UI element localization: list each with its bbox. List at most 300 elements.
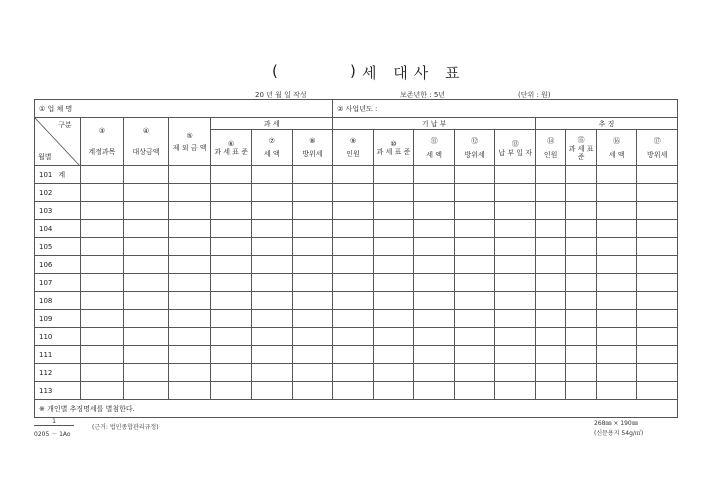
- entry-cell[interactable]: [566, 256, 596, 274]
- entry-cell[interactable]: [251, 202, 292, 220]
- entry-cell[interactable]: [251, 274, 292, 292]
- row-code: 107: [39, 278, 53, 287]
- paid-date-header: [495, 130, 536, 166]
- entry-cell[interactable]: [373, 220, 414, 238]
- entry-cell[interactable]: [124, 364, 169, 382]
- entry-cell[interactable]: [414, 184, 455, 202]
- col4-num: ④: [142, 126, 150, 135]
- row-label-cell: [35, 220, 81, 238]
- entry-cell[interactable]: [596, 274, 637, 292]
- entry-cell[interactable]: [566, 202, 596, 220]
- entry-cell[interactable]: [414, 202, 455, 220]
- entry-cell[interactable]: [211, 346, 252, 364]
- form-code: 0205 － 1Ao: [34, 431, 71, 438]
- row-label-cell: [35, 238, 81, 256]
- paper-size: 268㎜ × 190㎜: [594, 420, 638, 427]
- entry-cell[interactable]: [211, 166, 252, 184]
- entry-cell[interactable]: [211, 184, 252, 202]
- entry-cell[interactable]: [251, 364, 292, 382]
- date-line: 20 년 월 일 작성: [255, 91, 307, 99]
- paid-local-label: 방위세: [464, 150, 485, 159]
- corner-bottom-label: 월별: [38, 153, 52, 161]
- tax-base-num: ⑥: [228, 139, 235, 148]
- entry-cell[interactable]: [637, 184, 678, 202]
- entry-cell[interactable]: [414, 292, 455, 310]
- entry-cell[interactable]: [495, 346, 536, 364]
- entry-cell[interactable]: [211, 310, 252, 328]
- entry-cell[interactable]: [535, 166, 565, 184]
- entry-cell[interactable]: [414, 274, 455, 292]
- entry-cell[interactable]: [333, 310, 374, 328]
- entry-cell[interactable]: [124, 382, 169, 400]
- entry-cell[interactable]: [596, 328, 637, 346]
- entry-cell[interactable]: [80, 310, 124, 328]
- data-rows: [35, 166, 678, 400]
- row-code: 105: [39, 242, 53, 251]
- entry-cell[interactable]: [596, 346, 637, 364]
- entry-cell[interactable]: [495, 328, 536, 346]
- row-label-cell: [35, 310, 81, 328]
- entry-cell[interactable]: [637, 220, 678, 238]
- entry-cell[interactable]: [454, 256, 495, 274]
- entry-cell[interactable]: [211, 256, 252, 274]
- entry-cell[interactable]: [333, 184, 374, 202]
- entry-cell[interactable]: [168, 220, 211, 238]
- entry-cell[interactable]: [535, 202, 565, 220]
- paid-people-num: ⑨: [349, 136, 357, 145]
- entry-cell[interactable]: [596, 238, 637, 256]
- entry-cell[interactable]: [80, 364, 124, 382]
- paid-base-header: [373, 130, 414, 166]
- entry-cell[interactable]: [535, 292, 565, 310]
- tax-base-header: [211, 130, 252, 166]
- row-label-cell: [35, 346, 81, 364]
- entry-cell[interactable]: [566, 346, 596, 364]
- row-code: 112: [39, 368, 53, 377]
- company-name-field[interactable]: ① 업 체 명: [35, 100, 333, 118]
- entry-cell[interactable]: [80, 220, 124, 238]
- entry-cell[interactable]: [454, 184, 495, 202]
- entry-cell[interactable]: [124, 274, 169, 292]
- entry-cell[interactable]: [168, 328, 211, 346]
- collect-amount-header: [596, 130, 637, 166]
- paid-base-label: 과 세 표 준: [376, 147, 411, 156]
- tax-base-label: 과 세 표 준: [214, 147, 249, 156]
- entry-cell[interactable]: [535, 274, 565, 292]
- row-code: 109: [39, 314, 53, 323]
- title-text: 세 대사 표: [362, 64, 466, 82]
- entry-cell[interactable]: [292, 274, 333, 292]
- entry-cell[interactable]: [566, 220, 596, 238]
- row-code: 103: [39, 206, 53, 215]
- table-row: [35, 382, 678, 400]
- entry-cell[interactable]: [292, 292, 333, 310]
- entry-cell[interactable]: [333, 202, 374, 220]
- collect-people-header: [535, 130, 565, 166]
- entry-cell[interactable]: [596, 202, 637, 220]
- entry-cell[interactable]: [596, 382, 637, 400]
- entry-cell[interactable]: [535, 238, 565, 256]
- paid-amount-label: 세 액: [426, 150, 442, 159]
- paid-amount-header: [414, 130, 455, 166]
- entry-cell[interactable]: [124, 328, 169, 346]
- note-text: ※ 개인별 추징명세를 별첨한다.: [35, 400, 678, 418]
- tax-amount-label: 세 액: [263, 149, 280, 158]
- entry-cell[interactable]: [414, 310, 455, 328]
- entry-cell[interactable]: [124, 346, 169, 364]
- entry-cell[interactable]: [168, 184, 211, 202]
- paid-people-header: [333, 130, 374, 166]
- entry-cell[interactable]: [333, 382, 374, 400]
- entry-cell[interactable]: [637, 382, 678, 400]
- paid-local-num: ⑫: [471, 136, 479, 145]
- entry-cell[interactable]: [566, 274, 596, 292]
- entry-cell[interactable]: [495, 166, 536, 184]
- table-row: [35, 364, 678, 382]
- entry-cell[interactable]: [124, 220, 169, 238]
- entry-cell[interactable]: [373, 346, 414, 364]
- entry-cell[interactable]: [535, 364, 565, 382]
- collect-people-label: 인원: [543, 150, 558, 159]
- entry-cell[interactable]: [596, 184, 637, 202]
- entry-cell[interactable]: [373, 202, 414, 220]
- entry-cell[interactable]: [637, 310, 678, 328]
- row-label-cell: [35, 328, 81, 346]
- entry-cell[interactable]: [637, 166, 678, 184]
- entry-cell[interactable]: [535, 184, 565, 202]
- entry-cell[interactable]: [495, 292, 536, 310]
- tax-amount-header: [251, 130, 292, 166]
- entry-cell[interactable]: [251, 310, 292, 328]
- entry-cell[interactable]: [373, 328, 414, 346]
- entry-cell[interactable]: [495, 274, 536, 292]
- entry-cell[interactable]: [251, 184, 292, 202]
- entry-cell[interactable]: [333, 238, 374, 256]
- entry-cell[interactable]: [454, 202, 495, 220]
- entry-cell[interactable]: [168, 202, 211, 220]
- entry-cell[interactable]: [454, 166, 495, 184]
- entry-cell[interactable]: [454, 274, 495, 292]
- corner-cell: [35, 118, 81, 166]
- table-row: [35, 202, 678, 220]
- entry-cell[interactable]: [292, 220, 333, 238]
- entry-cell[interactable]: [333, 346, 374, 364]
- entry-cell[interactable]: [637, 346, 678, 364]
- col3-label: 계정과목: [88, 147, 116, 156]
- entry-cell[interactable]: [414, 364, 455, 382]
- row-label-cell: [35, 202, 81, 220]
- entry-cell[interactable]: [637, 364, 678, 382]
- entry-cell[interactable]: [596, 310, 637, 328]
- entry-cell[interactable]: [168, 364, 211, 382]
- row-code: 110: [39, 332, 53, 341]
- entry-cell[interactable]: [637, 328, 678, 346]
- table-row: [35, 220, 678, 238]
- col5-num: ⑤: [186, 131, 193, 140]
- entry-cell[interactable]: [251, 382, 292, 400]
- entry-cell[interactable]: [414, 220, 455, 238]
- entry-cell[interactable]: [414, 346, 455, 364]
- row-code: 101: [39, 170, 53, 179]
- collect-local-header: [637, 130, 678, 166]
- entry-cell[interactable]: [124, 310, 169, 328]
- entry-cell[interactable]: [495, 184, 536, 202]
- entry-cell[interactable]: [292, 328, 333, 346]
- paid-base-num: ⑩: [390, 139, 397, 148]
- row-code: 113: [39, 386, 53, 395]
- entry-cell[interactable]: [637, 256, 678, 274]
- paid-amount-num: ⑪: [430, 136, 438, 145]
- row-label-cell: [35, 364, 81, 382]
- entry-cell[interactable]: [292, 238, 333, 256]
- target-amount-header: [124, 118, 169, 166]
- entry-cell[interactable]: [292, 166, 333, 184]
- entry-cell[interactable]: [495, 310, 536, 328]
- table-row: [35, 292, 678, 310]
- entry-cell[interactable]: [414, 328, 455, 346]
- entry-cell[interactable]: [292, 382, 333, 400]
- entry-cell[interactable]: [566, 382, 596, 400]
- table-row: [35, 256, 678, 274]
- entry-cell[interactable]: [535, 256, 565, 274]
- row-code: 108: [39, 296, 53, 305]
- entry-cell[interactable]: [566, 328, 596, 346]
- entry-cell[interactable]: [566, 238, 596, 256]
- group-header-row: [35, 118, 678, 130]
- entry-cell[interactable]: [80, 184, 124, 202]
- entry-cell[interactable]: [566, 364, 596, 382]
- entry-cell[interactable]: [251, 346, 292, 364]
- entry-cell[interactable]: [251, 292, 292, 310]
- entry-cell[interactable]: [566, 184, 596, 202]
- entry-cell[interactable]: [168, 382, 211, 400]
- entry-cell[interactable]: [124, 202, 169, 220]
- entry-cell[interactable]: [80, 346, 124, 364]
- paper-type: (신문용지 54g/㎡): [594, 430, 644, 437]
- entry-cell[interactable]: [124, 238, 169, 256]
- entry-cell[interactable]: [292, 202, 333, 220]
- entry-cell[interactable]: [80, 382, 124, 400]
- entry-cell[interactable]: [495, 382, 536, 400]
- collect-people-num: ⑭: [547, 136, 555, 145]
- row-code: 104: [39, 224, 53, 233]
- table-row: [35, 166, 678, 184]
- entry-cell[interactable]: [168, 166, 211, 184]
- collect-base-header: [566, 130, 596, 166]
- entry-cell[interactable]: [251, 238, 292, 256]
- entry-cell[interactable]: [454, 292, 495, 310]
- tax-local-label: 방위세: [302, 149, 323, 158]
- entry-cell[interactable]: [414, 382, 455, 400]
- table-row: [35, 310, 678, 328]
- entry-cell[interactable]: [124, 256, 169, 274]
- entry-cell[interactable]: [495, 364, 536, 382]
- collect-base-num: ⑮: [577, 135, 585, 144]
- entry-cell[interactable]: [454, 238, 495, 256]
- entry-cell[interactable]: [211, 364, 252, 382]
- tax-amount-num: ⑦: [268, 136, 275, 145]
- entry-cell[interactable]: [292, 310, 333, 328]
- title-paren-open: (: [272, 62, 278, 80]
- entry-cell[interactable]: [251, 220, 292, 238]
- entry-cell[interactable]: [373, 310, 414, 328]
- collect-local-label: 방위세: [647, 150, 668, 159]
- entry-cell[interactable]: [596, 220, 637, 238]
- entry-cell[interactable]: [414, 256, 455, 274]
- entry-cell[interactable]: [124, 184, 169, 202]
- entry-cell[interactable]: [333, 328, 374, 346]
- entry-cell[interactable]: [535, 328, 565, 346]
- entry-cell[interactable]: [454, 220, 495, 238]
- entry-cell[interactable]: [168, 310, 211, 328]
- entry-cell[interactable]: [637, 274, 678, 292]
- entry-cell[interactable]: [333, 256, 374, 274]
- entry-cell[interactable]: [373, 184, 414, 202]
- entry-cell[interactable]: [251, 256, 292, 274]
- entry-cell[interactable]: [414, 238, 455, 256]
- entry-cell[interactable]: [454, 328, 495, 346]
- entry-cell[interactable]: [373, 238, 414, 256]
- paid-people-label: 인원: [346, 149, 360, 158]
- table-row: [35, 184, 678, 202]
- table-row: [35, 346, 678, 364]
- account-header: [80, 118, 124, 166]
- entry-cell[interactable]: [168, 274, 211, 292]
- entry-cell[interactable]: [495, 238, 536, 256]
- entry-cell[interactable]: [211, 292, 252, 310]
- title-paren-close: ): [350, 62, 356, 80]
- form-fraction-top: 1: [34, 418, 74, 426]
- entry-cell[interactable]: [373, 256, 414, 274]
- entry-cell[interactable]: [535, 382, 565, 400]
- entry-cell[interactable]: [292, 346, 333, 364]
- retention-line: 보존년한 : 5년: [400, 91, 446, 99]
- row-label-cell: [35, 166, 81, 184]
- row-code: 102: [39, 188, 53, 197]
- collect-amount-num: ⑯: [613, 136, 621, 145]
- entry-cell[interactable]: [211, 238, 252, 256]
- entry-cell[interactable]: [211, 274, 252, 292]
- entry-cell[interactable]: [566, 310, 596, 328]
- entry-cell[interactable]: [168, 256, 211, 274]
- entry-cell[interactable]: [292, 364, 333, 382]
- entry-cell[interactable]: [333, 364, 374, 382]
- tax-local-num: ⑧: [309, 136, 316, 145]
- business-year-field[interactable]: ② 사업년도 :: [333, 100, 678, 118]
- entry-cell[interactable]: [495, 256, 536, 274]
- collect-base-label: 과 세 표 준: [568, 144, 594, 161]
- entry-cell[interactable]: [596, 256, 637, 274]
- col5-label: 제 외 금 액: [172, 143, 207, 152]
- entry-cell[interactable]: [637, 238, 678, 256]
- entry-cell[interactable]: [373, 364, 414, 382]
- entry-cell[interactable]: [566, 292, 596, 310]
- entry-cell[interactable]: [211, 220, 252, 238]
- entry-cell[interactable]: [373, 274, 414, 292]
- entry-cell[interactable]: [333, 292, 374, 310]
- note-row: [35, 400, 678, 418]
- group-collect: 추 징: [535, 118, 677, 130]
- entry-cell[interactable]: [596, 166, 637, 184]
- col3-num: ③: [98, 126, 106, 135]
- tax-local-header: [292, 130, 333, 166]
- group-tax: 과 세: [211, 118, 333, 130]
- entry-cell[interactable]: [251, 166, 292, 184]
- entry-cell[interactable]: [454, 346, 495, 364]
- entry-cell[interactable]: [251, 328, 292, 346]
- entry-cell[interactable]: [211, 328, 252, 346]
- entry-cell[interactable]: [333, 166, 374, 184]
- entry-cell[interactable]: [414, 166, 455, 184]
- entry-cell[interactable]: [454, 382, 495, 400]
- row-label: 계: [58, 170, 66, 179]
- entry-cell[interactable]: [80, 328, 124, 346]
- entry-cell[interactable]: [596, 364, 637, 382]
- table-row: [35, 274, 678, 292]
- entry-cell[interactable]: [80, 274, 124, 292]
- row-code: 106: [39, 260, 53, 269]
- entry-cell[interactable]: [637, 292, 678, 310]
- paid-local-header: [454, 130, 495, 166]
- entry-cell[interactable]: [80, 202, 124, 220]
- entry-cell[interactable]: [80, 166, 124, 184]
- entry-cell[interactable]: [596, 292, 637, 310]
- entry-cell[interactable]: [495, 202, 536, 220]
- row-label-cell: [35, 184, 81, 202]
- entry-cell[interactable]: [373, 292, 414, 310]
- group-paid: 기 납 부: [333, 118, 536, 130]
- row-label-cell: [35, 256, 81, 274]
- entry-cell[interactable]: [124, 166, 169, 184]
- entry-cell[interactable]: [333, 274, 374, 292]
- entry-cell[interactable]: [80, 238, 124, 256]
- table-row: [35, 238, 678, 256]
- tax-ledger-table: [34, 99, 678, 418]
- legal-basis: (근거: 법인종합관리규정): [92, 424, 159, 431]
- entry-cell[interactable]: [454, 364, 495, 382]
- entry-cell[interactable]: [211, 382, 252, 400]
- entry-cell[interactable]: [211, 202, 252, 220]
- entry-cell[interactable]: [535, 220, 565, 238]
- entry-cell[interactable]: [535, 346, 565, 364]
- entry-cell[interactable]: [566, 166, 596, 184]
- collect-amount-label: 세 액: [608, 150, 625, 159]
- entry-cell[interactable]: [80, 256, 124, 274]
- entry-cell[interactable]: [637, 202, 678, 220]
- unit-line: (단위 : 원): [518, 91, 551, 99]
- document-title: [0, 62, 713, 82]
- entry-cell[interactable]: [124, 292, 169, 310]
- entry-cell[interactable]: [535, 310, 565, 328]
- entry-cell[interactable]: [80, 292, 124, 310]
- entry-cell[interactable]: [333, 220, 374, 238]
- entry-cell[interactable]: [168, 346, 211, 364]
- entry-cell[interactable]: [454, 310, 495, 328]
- entry-cell[interactable]: [373, 382, 414, 400]
- entry-cell[interactable]: [292, 184, 333, 202]
- entry-cell[interactable]: [292, 256, 333, 274]
- entry-cell[interactable]: [373, 166, 414, 184]
- corner-top-label: 구분: [58, 121, 72, 129]
- row-label-cell: [35, 292, 81, 310]
- paid-date-num: ⑬: [511, 139, 519, 148]
- entry-cell[interactable]: [168, 292, 211, 310]
- entry-cell[interactable]: [495, 220, 536, 238]
- row-code: 111: [39, 350, 53, 359]
- paid-date-label: 납 부 일 자: [498, 148, 533, 157]
- excluded-amount-header: [168, 118, 211, 166]
- entry-cell[interactable]: [168, 238, 211, 256]
